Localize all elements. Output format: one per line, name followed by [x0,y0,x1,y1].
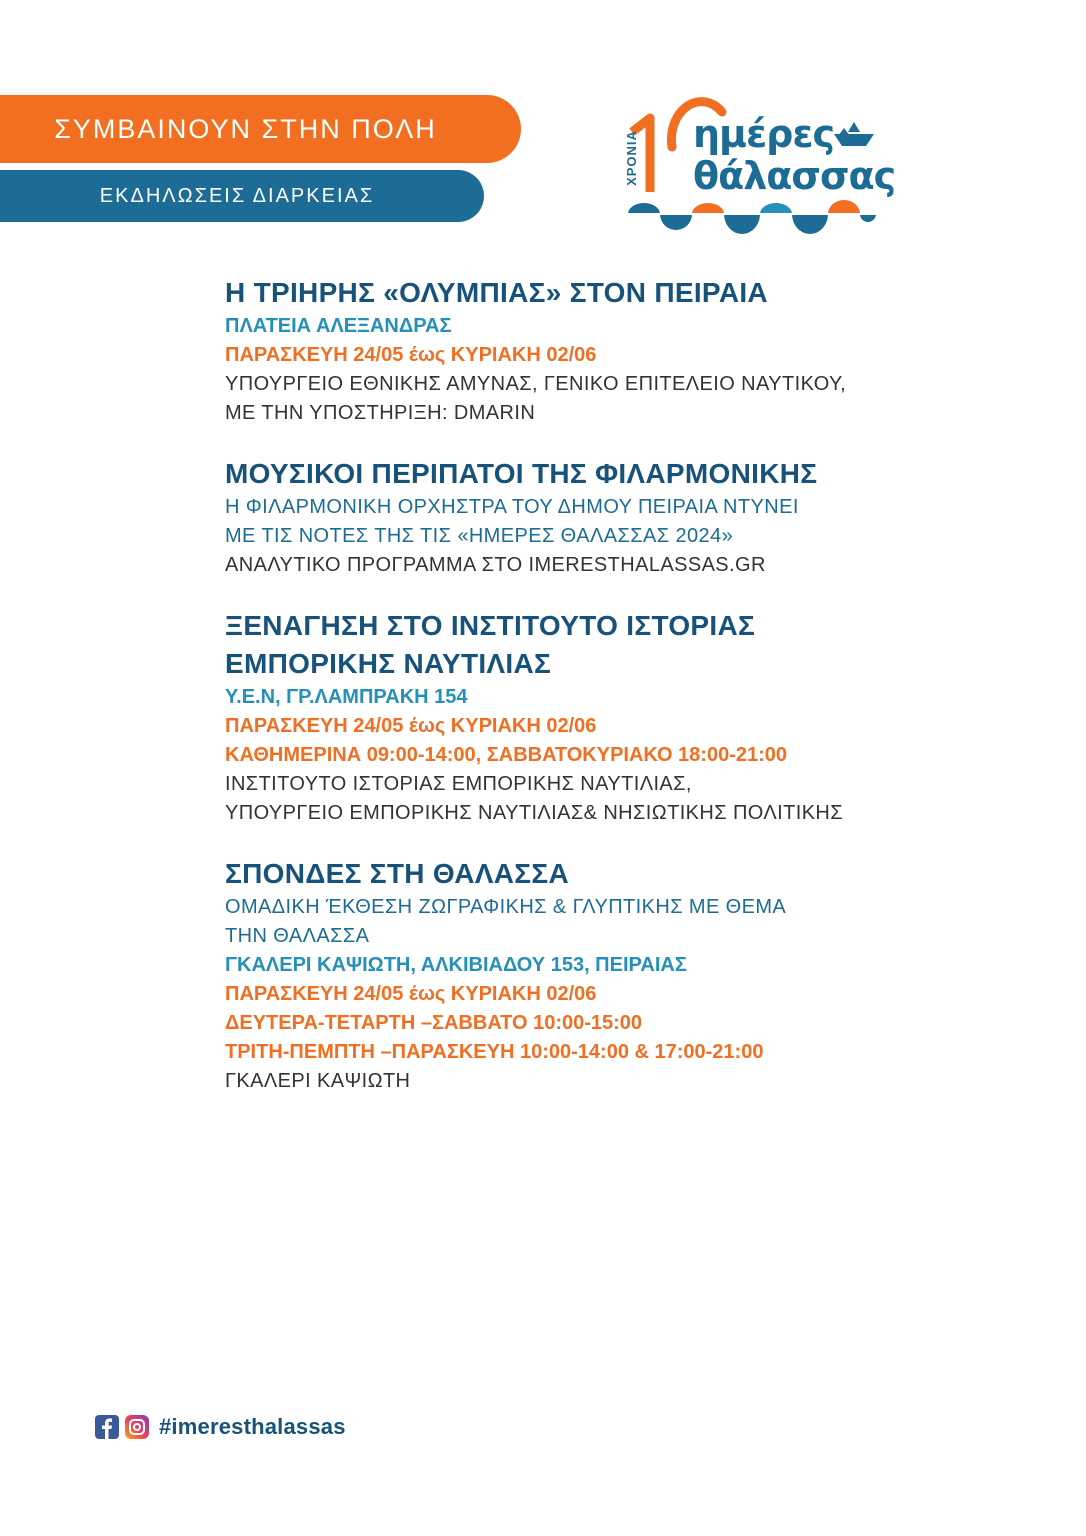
event-hours: ΔΕΥΤΕΡΑ-ΤΕΤΑΡΤΗ –ΣΑΒΒΑΤΟ 10:00-15:00 [225,1012,643,1034]
facebook-icon[interactable] [95,1415,119,1439]
logo-line1: ημέρες [693,112,835,156]
event-item [225,607,945,828]
event-date: ΠΑΡΑΣΚΕΥΗ 24/05 έως ΚΥΡΙΑΚΗ 02/06 [225,715,597,737]
event-organizer: ΥΠΟΥΡΓΕΙΟ ΕΜΠΟΡΙΚΗΣ ΝΑΥΤΙΛΙΑΣ& ΝΗΣΙΩΤΙΚΗΣ ΠΟΛΙΤΙΚΗΣ [225,802,844,824]
event-title: Η ΤΡΙΗΡΗΣ «ΟΛΥΜΠΙΑΣ» ΣΤΟΝ ΠΕΙΡΑΙΑ [225,277,768,308]
instagram-icon[interactable] [125,1415,149,1439]
social-footer [95,1414,346,1440]
event-hours: ΤΡΙΤΗ-ΠΕΜΠΤΗ –ΠΑΡΑΣΚΕΥΗ 10:00-14:00 & 17:00-21:00 [225,1041,764,1063]
event-description: ΜΕ ΤΙΣ ΝΟΤΕΣ ΤΗΣ ΤΙΣ «ΗΜΕΡΕΣ ΘΑΛΑΣΣΑΣ 2024» [225,525,734,547]
boat-icon [834,122,874,146]
event-location: Υ.Ε.Ν, ΓΡ.ΛΑΜΠΡΑΚΗ 154 [225,686,468,708]
waves-icon [628,200,876,234]
event-item [225,455,945,580]
event-organizer: ΙΝΣΤΙΤΟΥΤΟ ΙΣΤΟΡΙΑΣ ΕΜΠΟΡΙΚΗΣ ΝΑΥΤΙΛΙΑΣ, [225,773,692,795]
banner-sub [0,170,484,222]
logo-years: ΧΡΟΝΙΑ [623,130,639,186]
event-description: Η ΦΙΛΑΡΜΟΝΙΚΗ ΟΡΧΗΣΤΡΑ ΤΟΥ ΔΗΜΟΥ ΠΕΙΡΑΙΑ ΝΤΥΝΕΙ [225,496,799,518]
event-hours: ΚΑΘΗΜΕΡΙΝΑ 09:00-14:00, ΣΑΒΒΑΤΟΚΥΡΙΑΚΟ 18:00-21:00 [225,744,788,766]
event-description: ΤΗΝ ΘΑΛΑΣΣΑ [225,925,370,947]
event-location: ΠΛΑΤΕΙΑ ΑΛΕΞΑΝΔΡΑΣ [225,315,452,337]
event-title: ΞΕΝΑΓΗΣΗ ΣΤΟ ΙΝΣΤΙΤΟΥΤΟ ΙΣΤΟΡΙΑΣ [225,610,756,641]
event-organizer: ΜΕ ΤΗΝ ΥΠΟΣΤΗΡΙΞΗ: DMARIN [225,402,536,424]
event-item [225,855,945,1096]
event-title: ΣΠΟΝΔΕΣ ΣΤΗ ΘΑΛΑΣΣΑ [225,858,569,889]
event-organizer: ΥΠΟΥΡΓΕΙΟ ΕΘΝΙΚΗΣ ΑΜΥΝΑΣ, ΓΕΝΙΚΟ ΕΠΙΤΕΛΕΙΟ ΝΑΥΤΙΚΟΥ, [225,373,847,395]
banner-main [0,95,521,163]
hashtag-link[interactable]: #imeresthalassas [159,1414,346,1439]
event-date: ΠΑΡΑΣΚΕΥΗ 24/05 έως ΚΥΡΙΑΚΗ 02/06 [225,344,597,366]
event-location: ΓΚΑΛΕΡΙ ΚΑΨΙΩΤΗ, ΑΛΚΙΒΙΑΔΟΥ 153, ΠΕΙΡΑΙΑΣ [225,954,687,976]
banner-main-label: ΣΥΜΒΑΙΝΟΥΝ ΣΤΗΝ ΠΟΛΗ [54,113,437,144]
event-item [225,274,945,428]
event-description: ΟΜΑΔΙΚΗ ΈΚΘΕΣΗ ΖΩΓΡΑΦΙΚΗΣ & ΓΛΥΠΤΙΚΗΣ ΜΕ ΘΕΜΑ [225,896,787,918]
event-title: ΕΜΠΟΡΙΚΗΣ ΝΑΥΤΙΛΙΑΣ [225,648,552,679]
event-date: ΠΑΡΑΣΚΕΥΗ 24/05 έως ΚΥΡΙΑΚΗ 02/06 [225,983,597,1005]
banner-sub-label: ΕΚΔΗΛΩΣΕΙΣ ΔΙΑΡΚΕΙΑΣ [99,184,375,207]
event-organizer: ΓΚΑΛΕΡΙ ΚΑΨΙΩΤΗ [225,1070,411,1092]
event-info: ΑΝΑΛΥΤΙΚΟ ΠΡΟΓΡΑΜΜΑ ΣΤΟ IMERESTHALASSAS.GR [225,554,766,576]
event-title: ΜΟΥΣΙΚΟΙ ΠΕΡΙΠΑΤΟΙ ΤΗΣ ΦΙΛΑΡΜΟΝΙΚΗΣ [225,458,818,489]
events-list [225,274,945,1123]
logo-line2: θάλασσας [693,154,896,198]
